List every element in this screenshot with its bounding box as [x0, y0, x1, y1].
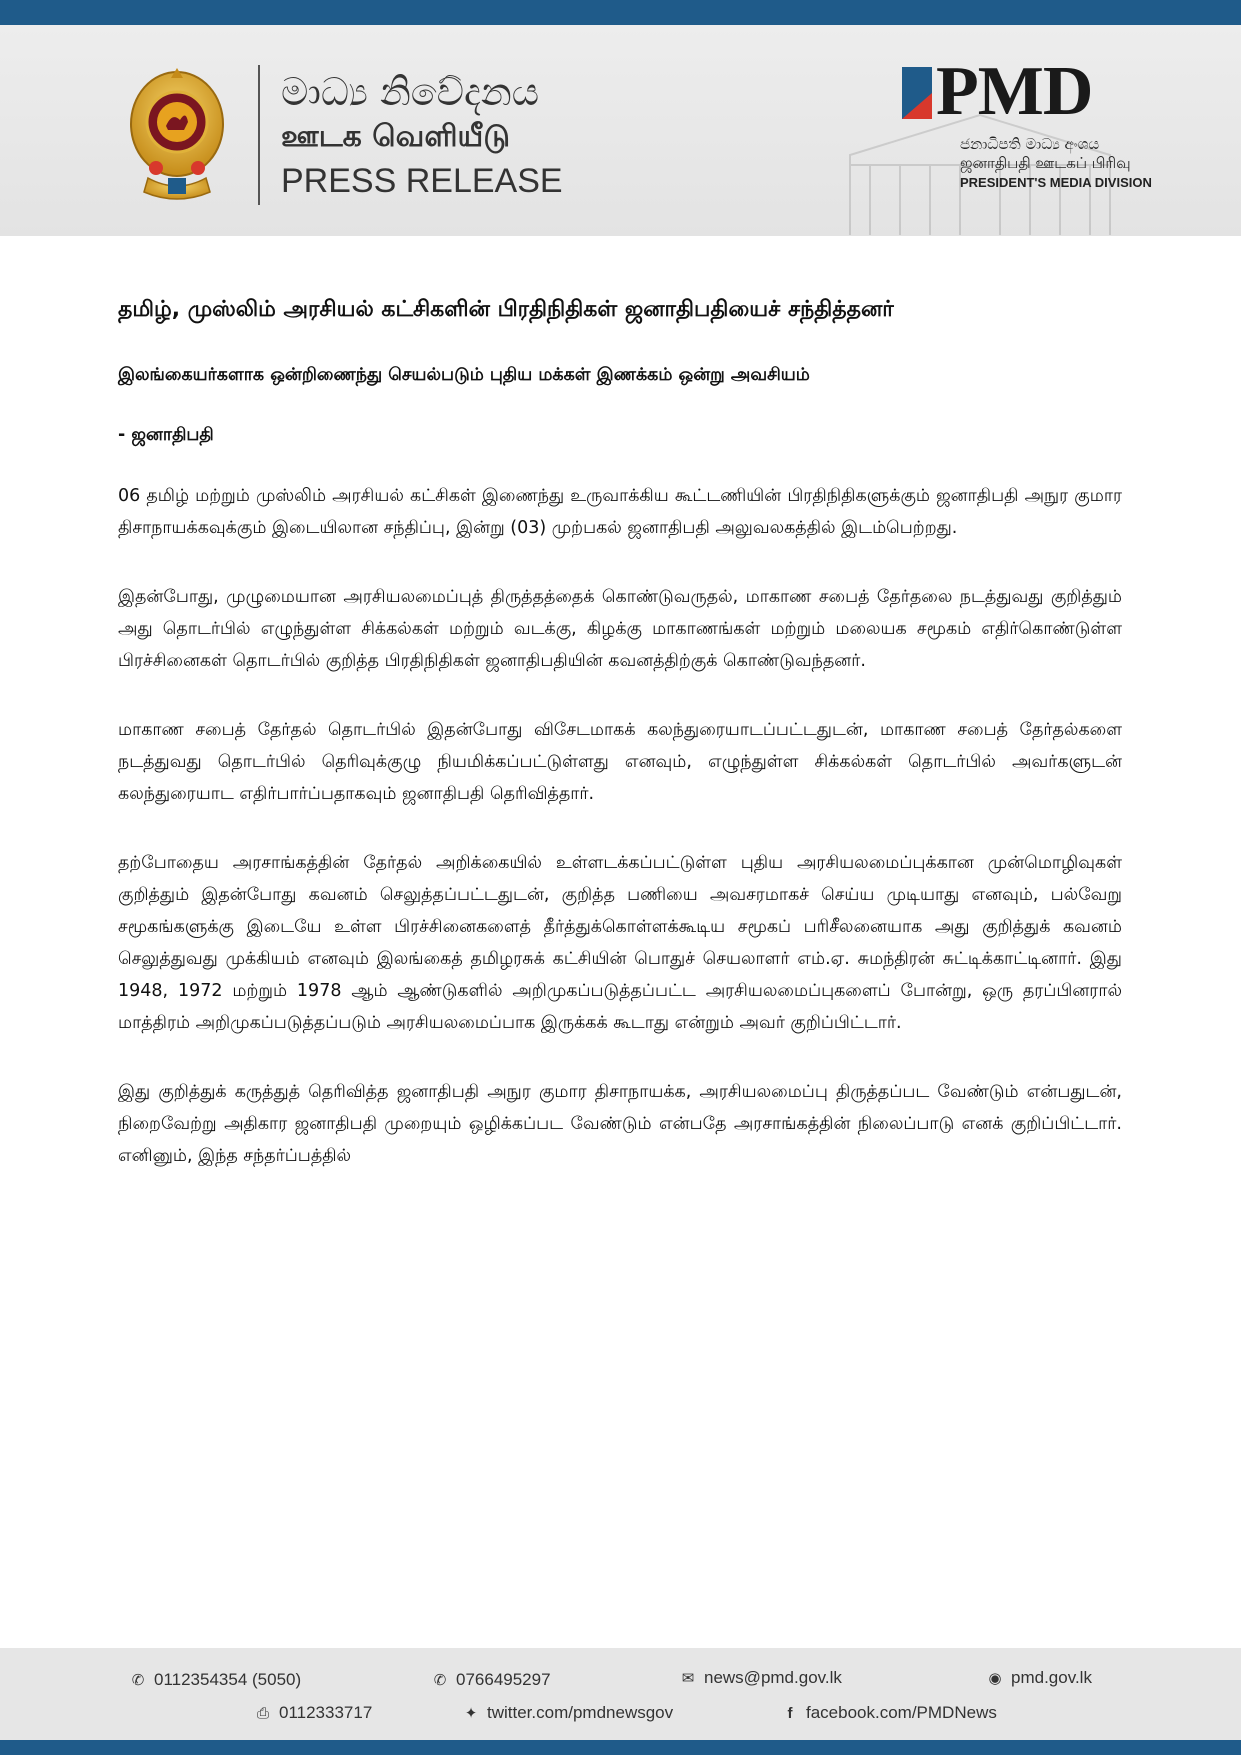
article-paragraph: மாகாண சபைத் தேர்தல் தொடர்பில் இதன்போது விசேடமாகக் கலந்துரையாடப்பட்டதுடன், மாகாண சபைத் தேர்தல்களை நடத்துவது தொடர்பில் தெரிவுக்குழு நியமிக்கப்பட்டுள்ளது எனவும், எழுந்துள்ள சிக்கல்கள் தொடர்பில் அவர்களுடன் கலந்துரையாட எதிர்பார்ப்பதாகவும் ஜனாதிபதி தெரிவித்தார்.: [118, 720, 1122, 804]
footer-facebook[interactable]: [782, 1703, 997, 1723]
footer-twitter-text: twitter.com/pmdnewsgov: [487, 1703, 674, 1722]
article-attribution: - ஜனாதிபதி: [118, 425, 214, 445]
footer-fax-text: 0112333717: [279, 1703, 373, 1722]
footer-phone[interactable]: [130, 1670, 301, 1690]
footer-fax[interactable]: [255, 1703, 372, 1723]
top-color-bar: [0, 0, 1241, 25]
article-headline: தமிழ், முஸ்லிம் அரசியல் கட்சிகளின் பிரதிநிதிகள் ஜனாதிபதியைச் சந்தித்தனர்: [118, 297, 894, 322]
footer-phone-text: 0112354354 (5050): [154, 1670, 302, 1689]
tamil-title: ஊடக வெளியீடு: [281, 119, 510, 154]
globe-icon: ◉: [988, 1670, 1002, 1687]
phone-icon: ✆: [131, 1672, 145, 1689]
phone-icon: ✆: [433, 1672, 447, 1689]
article-paragraph: இது குறித்துக் கருத்துத் தெரிவித்த ஜனாதிபதி அநுர குமார திசாநாயக்க, அரசியலமைப்பு திருத்தப்பட வேண்டும் என்பதுடன், நிறைவேற்று அதிகார ஜனாதிபதி முறையும் ஒழிக்கப்பட வேண்டும் என்பதே அரசாங்கத்தின் நிலைப்பாடு எனக் குறிப்பிட்டார். எனினும், இந்த சந்தர்ப்பத்தில்: [118, 1082, 1122, 1166]
footer-twitter[interactable]: [463, 1703, 673, 1723]
english-title: PRESS RELEASE: [281, 162, 563, 200]
twitter-icon: ✦: [464, 1705, 478, 1722]
press-release-header: [0, 25, 1241, 236]
article-body: [118, 290, 1122, 1209]
sri-lanka-emblem-icon: [126, 60, 228, 202]
pmd-logo-text: PMD: [936, 53, 1093, 130]
footer-email[interactable]: [680, 1668, 842, 1688]
press-release-title: [281, 69, 563, 203]
pmd-logo: [902, 53, 1102, 130]
header-divider: [258, 65, 260, 205]
footer-website-text: pmd.gov.lk: [1011, 1668, 1092, 1687]
footer-website[interactable]: [987, 1668, 1092, 1688]
footer-email-text: news@pmd.gov.lk: [704, 1668, 842, 1687]
sinhala-title: මාධ්‍ය නිවේදනය: [281, 70, 540, 114]
pmd-tamil-name: ஜனாதிபதி ஊடகப் பிரிவு: [960, 154, 1131, 172]
envelope-icon: ✉: [681, 1670, 695, 1687]
bottom-color-bar: [0, 1740, 1241, 1755]
contact-footer: [0, 1648, 1241, 1740]
fax-icon: ⎙: [256, 1704, 269, 1722]
article-paragraph: தற்போதைய அரசாங்கத்தின் தேர்தல் அறிக்கையில் உள்ளடக்கப்பட்டுள்ள புதிய அரசியலமைப்புக்கான முன்மொழிவுகள் குறித்தும் இதன்போது கவனம் செலுத்தப்பட்டதுடன், குறித்த பணியை அவசரமாகச் செய்ய முடியாது எனவும், பல்வேறு சமூகங்களுக்கு இடையே உள்ள பிரச்சினைகளைத் தீர்த்துக்கொள்ளக்கூடிய சமூகப் பரிசீலனையாக அது குறித்துக் கவனம் செலுத்துவது முக்கியம் எனவும் இலங்கைத் தமிழரசுக் கட்சியின் பொதுச் செயலாளர் எம்.ஏ. சுமந்திரன் சுட்டிக்காட்டினார். இது 1948, 1972 மற்றும் 1978 ஆம் ஆண்டுகளில் அறிமுகப்படுத்தப்பட்ட அரசியலமைப்புகளைப் போன்று, ஒரு தரப்பினரால் மாத்திரம் அறிமுகப்படுத்தப்படும் அரசியலமைப்பாக இருக்கக் கூடாது என்றும் அவர் குறிப்பிட்டார்.: [118, 853, 1122, 1033]
article-subheadline: இலங்கையர்களாக ஒன்றிணைந்து செயல்படும் புதிய மக்கள் இணக்கம் ஒன்று அவசியம்: [118, 365, 810, 385]
pmd-english-name: PRESIDENT'S MEDIA DIVISION: [960, 175, 1152, 190]
pmd-division-names: [960, 135, 1152, 192]
footer-mobile-text: 0766495297: [456, 1670, 551, 1689]
footer-mobile[interactable]: [432, 1670, 551, 1690]
pmd-logo-mark-icon: [902, 67, 932, 119]
footer-facebook-text: facebook.com/PMDNews: [806, 1703, 997, 1722]
facebook-icon: f: [787, 1704, 793, 1722]
article-paragraph: 06 தமிழ் மற்றும் முஸ்லிம் அரசியல் கட்சிகள் இணைந்து உருவாக்கிய கூட்டணியின் பிரதிநிதிகளுக்கும் ஜனாதிபதி அநுர குமார திசாநாயக்கவுக்கும் இடையிலான சந்திப்பு, இன்று (03) முற்பகல் ஜனாதிபதி அலுவலகத்தில் இடம்பெற்றது.: [118, 486, 1122, 538]
article-paragraph: இதன்போது, முழுமையான அரசியலமைப்புத் திருத்தத்தைக் கொண்டுவருதல், மாகாண சபைத் தேர்தலை நடத்துவது குறித்தும் அது தொடர்பில் எழுந்துள்ள சிக்கல்கள் மற்றும் வடக்கு, கிழக்கு மாகாணங்கள் மற்றும் மலையக சமூகம் எதிர்கொண்டுள்ள பிரச்சினைகள் தொடர்பில் குறித்த பிரதிநிதிகள் ஜனாதிபதியின் கவனத்திற்குக் கொண்டுவந்தனர்.: [118, 587, 1122, 671]
pmd-sinhala-name: ජනාධිපති මාධ්‍ය අංශය: [960, 135, 1100, 153]
